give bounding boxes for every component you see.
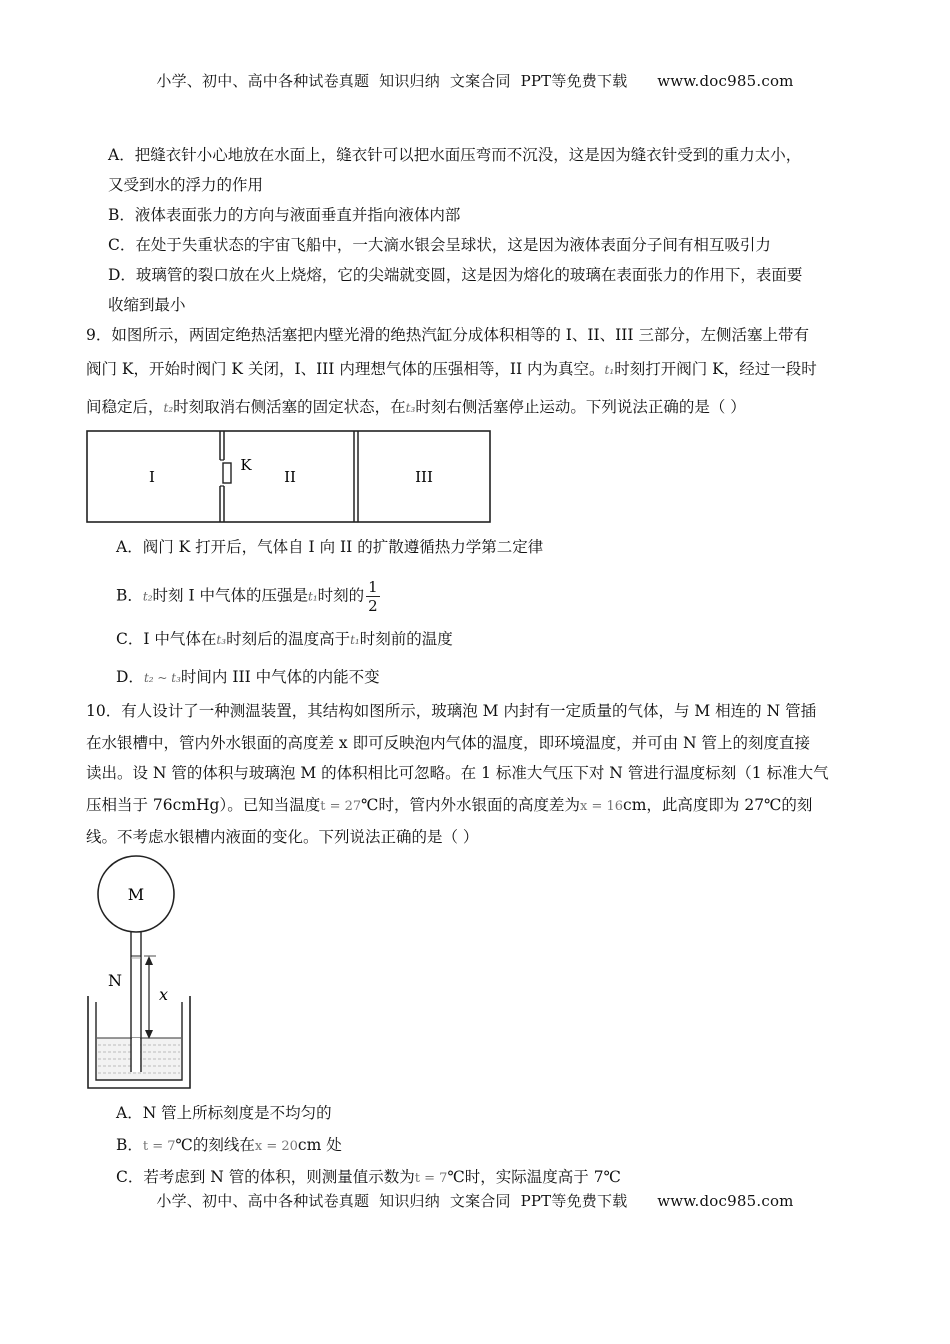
t3-symbol: t₃ bbox=[405, 401, 416, 415]
valve-label-k: K bbox=[240, 456, 252, 474]
q10-option-c: C．若考虑到 N 管的体积，则测量值示数为t = 7℃时，实际温度高于 7℃ bbox=[116, 1168, 621, 1186]
q10-stem-line3: 读出。设 N 管的体积与玻璃泡 M 的体积相比可忽略。在 1 标准大气压下对 N 管进行温度标刻（1 标准大气 bbox=[86, 764, 829, 782]
page-footer: 小学、初中、高中各种试卷真题 知识归纳 文案合同 PPT等免费下载 www.doc985.com bbox=[156, 1192, 794, 1210]
q9-stem-line2: 阀门 K，开始时阀门 K 关闭，I、III 内理想气体的压强相等，II 内为真空。t₁时刻打开阀门 K，经过一段时 bbox=[86, 360, 817, 378]
mercury-trough bbox=[88, 996, 190, 1088]
q9-option-c: C．I 中气体在t₃时刻后的温度高于t₁时刻前的温度 bbox=[116, 630, 453, 648]
q8-option-b: B．液体表面张力的方向与液面垂直并指向液体内部 bbox=[108, 206, 461, 224]
q9-option-d: D．t₂ ~ t₃时间内 III 中气体的内能不变 bbox=[116, 668, 380, 686]
chamber-label-ii: II bbox=[284, 468, 296, 486]
page-header: 小学、初中、高中各种试卷真题 知识归纳 文案合同 PPT等免费下载 www.doc985.com bbox=[156, 72, 794, 90]
t2-symbol: t₂ bbox=[163, 401, 174, 415]
bulb-label-m: M bbox=[127, 885, 145, 904]
chamber-label-i: I bbox=[149, 468, 155, 486]
q9-option-b: B．t₂时刻 I 中气体的压强是t₁时刻的 $\frac{1}{2}$ bbox=[116, 578, 378, 615]
tube-label-n: N bbox=[108, 971, 122, 990]
q10-stem-line2: 在水银槽中，管内外水银面的高度差 x 即可反映泡内气体的温度，即环境温度，并可由 N 管上的刻度直接 bbox=[86, 734, 811, 752]
thermometer-diagram bbox=[84, 852, 196, 1092]
q8-option-a-line2: 又受到水的浮力的作用 bbox=[108, 176, 264, 194]
q9-option-a: A．阀门 K 打开后，气体自 I 向 II 的扩散遵循热力学第二定律 bbox=[116, 538, 544, 556]
q10-option-b: B．t = 7℃的刻线在x = 20cm 处 bbox=[116, 1136, 342, 1154]
height-label-x: x bbox=[159, 985, 169, 1004]
q8-option-d-line2: 收缩到最小 bbox=[108, 296, 186, 314]
t-equals-27: t = 27 bbox=[320, 799, 362, 814]
q10-stem-line1: 10．有人设计了一种测温装置，其结构如图所示，玻璃泡 M 内封有一定质量的气体，与 M 相连的 N 管插 bbox=[86, 702, 817, 720]
x-equals-16: x = 16 bbox=[580, 799, 624, 814]
q10-option-a: A．N 管上所标刻度是不均匀的 bbox=[116, 1104, 332, 1122]
valve-k bbox=[223, 463, 231, 483]
q8-option-d-line1: D．玻璃管的裂口放在火上烧熔，它的尖端就变圆，这是因为熔化的玻璃在表面张力的作用下，表面要 bbox=[108, 266, 803, 284]
q10-stem-line5: 线。不考虑水银槽内液面的变化。下列说法正确的是（ ） bbox=[86, 828, 479, 846]
q9-stem-line1: 9．如图所示，两固定绝热活塞把内壁光滑的绝热汽缸分成体积相等的 I、II、III 三部分，左侧活塞上带有 bbox=[86, 326, 809, 344]
q9-stem-line3: 间稳定后，t₂时刻取消右侧活塞的固定状态，在t₃时刻右侧活塞停止运动。下列说法正确的是（ ） bbox=[86, 398, 746, 416]
cylinder-diagram bbox=[86, 430, 492, 524]
q8-option-a-line1: A．把缝衣针小心地放在水面上，缝衣针可以把水面压弯而不沉没，这是因为缝衣针受到的重力太小， bbox=[108, 146, 802, 164]
one-half-fraction: $\frac{1}{2}$ bbox=[368, 578, 378, 615]
t1-symbol: t₁ bbox=[604, 363, 615, 377]
q8-option-c: C．在处于失重状态的宇宙飞船中，一大滴水银会呈球状，这是因为液体表面分子间有相互吸引力 bbox=[108, 236, 771, 254]
chamber-label-iii: III bbox=[415, 468, 433, 486]
q10-stem-line4: 压相当于 76cmHg）。已知当温度t = 27℃时，管内外水银面的高度差为x = 16cm，此高度即为 27℃的刻 bbox=[86, 796, 813, 814]
